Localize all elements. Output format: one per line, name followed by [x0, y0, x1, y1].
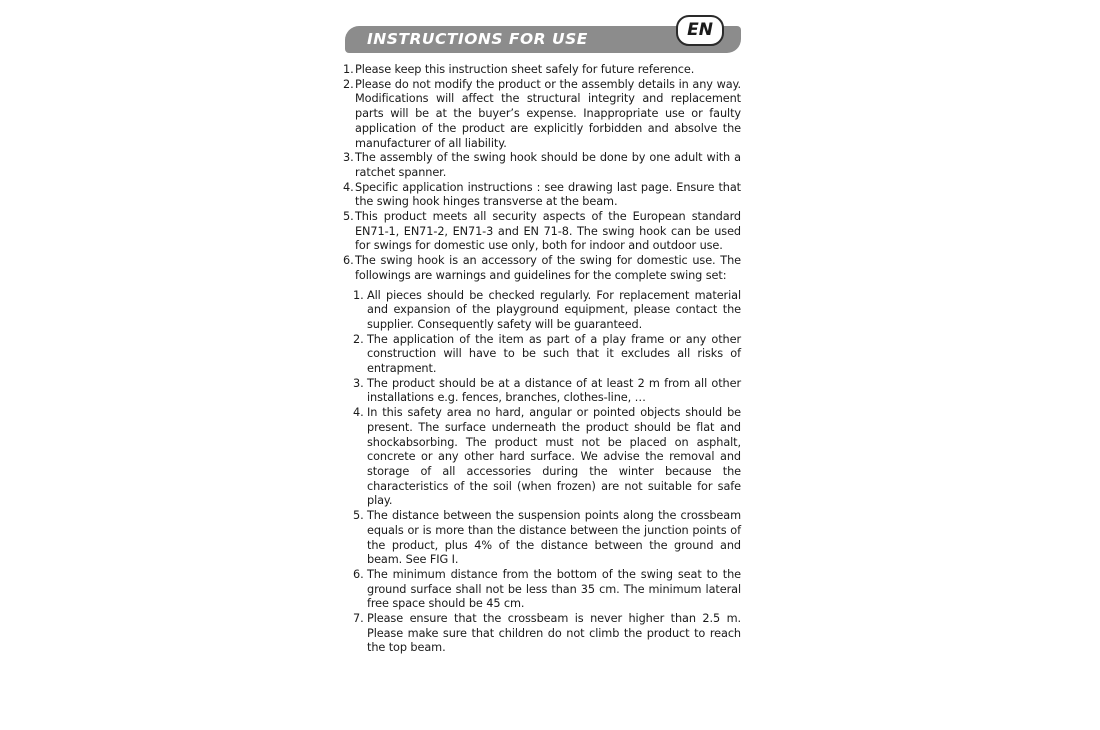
list-item [343, 254, 741, 283]
subitem-text: The distance between the suspension points along the crossbeam equals or is more than the distance between the junction points of the product, plus 4% of the distance between the ground and beam. See FIG I. [367, 509, 741, 567]
subitem-number: 2. [353, 332, 364, 346]
list-item [343, 63, 741, 78]
item-number: 1. [343, 63, 354, 76]
subitem-number: 1. [353, 288, 364, 302]
subitem-number: 4. [353, 406, 364, 420]
sub-list-item [353, 289, 741, 333]
item-number: 5. [343, 210, 354, 224]
item-text: Please do not modify the product or the assembly details in any way. Modifications will affect the structural integrity and replacement parts will be at the buyer’s expense. Inappropriate use or faulty application of the product are explicitly forbidden and absolve the manufacturer of all liability. [355, 77, 741, 150]
sub-list-item [353, 377, 741, 406]
list-item [343, 78, 741, 152]
sub-list-item [353, 333, 741, 377]
item-text: The assembly of the swing hook should be done by one adult with a ratchet spanner. [355, 151, 741, 179]
warnings-sublist [353, 289, 741, 657]
instructions-list [343, 63, 741, 656]
subitem-text: The minimum distance from the bottom of the swing seat to the ground surface shall not be less than 35 cm. The minimum lateral free space should be 45 cm. [367, 567, 741, 611]
subitem-number: 7. [353, 612, 364, 626]
item-number: 2. [343, 77, 354, 91]
sub-list-item [353, 509, 741, 568]
page-title: INSTRUCTIONS FOR USE [367, 30, 588, 48]
sub-list-item [353, 406, 741, 509]
subitem-text: Please ensure that the crossbeam is never higher than 2.5 m. Please make sure that children do not climb the product to reach the top beam. [367, 612, 741, 655]
sub-list-item [353, 612, 741, 656]
item-number: 3. [343, 151, 354, 165]
subitem-text: In this safety area no hard, angular or pointed objects should be present. The surface underneath the product should be flat and shockabsorbing. The product must not be placed on asphalt, concrete or any other hard surface. We advise the removal and storage of all accessories during the winter because the characteristics of the soil (when frozen) are not suitable for safe play. [367, 406, 741, 508]
sub-list-item [353, 568, 741, 612]
subitem-number: 6. [353, 567, 364, 581]
list-item [343, 210, 741, 254]
item-text: The swing hook is an accessory of the swing for domestic use. The followings are warnings and guidelines for the complete swing set: [355, 254, 741, 282]
subitem-text: The application of the item as part of a play frame or any other construction will have to be such that it excludes all risks of entrapment. [367, 332, 741, 376]
subitem-text: The product should be at a distance of at least 2 m from all other installations e.g. fences, branches, clothes-line, … [367, 376, 741, 405]
subitem-number: 3. [353, 376, 364, 390]
subitem-number: 5. [353, 509, 364, 523]
language-badge: EN [676, 15, 724, 46]
list-item [343, 181, 741, 210]
item-text: This product meets all security aspects of the European standard EN71-1, EN71-2, EN71-3 and EN 71-8. The swing hook can be used for swings for domestic use only, both for indoor and outdoor use. [355, 210, 741, 253]
item-number: 4. [343, 180, 354, 194]
item-text: Specific application instructions : see drawing last page. Ensure that the swing hook hinges transverse at the beam. [355, 180, 741, 209]
subitem-text: All pieces should be checked regularly. For replacement material and expansion of the playground equipment, please contact the supplier. Consequently safety will be guaranteed. [367, 288, 741, 331]
item-text: Please keep this instruction sheet safely for future reference. [355, 63, 695, 76]
item-number: 6. [343, 254, 354, 268]
list-item [343, 151, 741, 180]
